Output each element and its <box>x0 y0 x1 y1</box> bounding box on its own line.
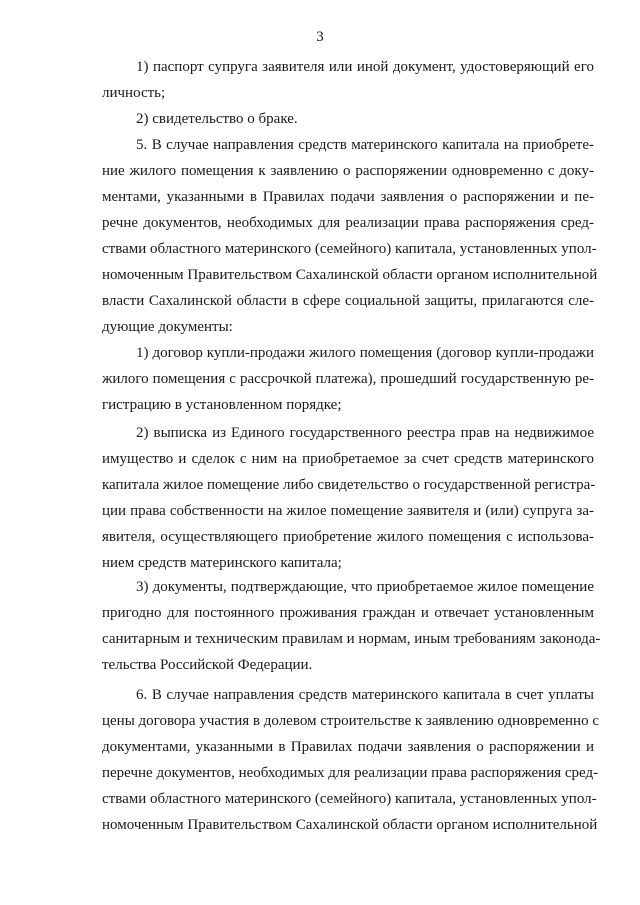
page-number: 3 <box>316 29 324 45</box>
text-line: 5. В случае направления средств материнского капитала на приобрете- <box>136 137 594 153</box>
text-line: номоченным Правительством Сахалинской области органом исполнительной <box>102 817 598 833</box>
text-line: капитала жилое помещение либо свидетельство о государственной регистра- <box>102 477 596 493</box>
text-line: санитарным и техническим правилам и нормам, иным требованиям законода- <box>102 631 601 647</box>
text-line: номоченным Правительством Сахалинской области органом исполнительной <box>102 267 598 283</box>
text-line: 2) свидетельство о браке. <box>136 111 298 127</box>
text-line: личность; <box>102 85 166 101</box>
text-line: ние жилого помещения к заявлению о распоряжении одновременно с доку- <box>102 163 594 179</box>
text-line: нием средств материнского капитала; <box>102 555 342 571</box>
text-line: 1) паспорт супруга заявителя или иной документ, удостоверяющий его <box>136 59 594 75</box>
text-line: власти Сахалинской области в сфере социальной защиты, прилагаются сле- <box>102 293 594 309</box>
text-line: 2) выписка из Единого государственного реестра прав на недвижимое <box>136 425 594 441</box>
text-line: 6. В случае направления средств материнского капитала в счет уплаты <box>136 687 594 703</box>
text-line: ции права собственности на жилое помещение заявителя и (или) супруга за- <box>102 503 594 519</box>
text-line: ствами областного материнского (семейного) капитала, установленных упол- <box>102 791 597 807</box>
text-line: гистрацию в установленном порядке; <box>102 397 342 413</box>
text-line: жилого помещения с рассрочкой платежа), прошедший государственную ре- <box>102 371 594 387</box>
text-line: речне документов, необходимых для реализации права распоряжения сред- <box>102 215 594 231</box>
text-line: имущество и сделок с ним на приобретаемое за счет средств материнского <box>102 451 594 467</box>
text-line: перечне документов, необходимых для реализации права распоряжения сред- <box>102 765 599 781</box>
text-line: явителя, осуществляющего приобретение жилого помещения с использова- <box>102 529 594 545</box>
text-line: тельства Российской Федерации. <box>102 657 313 673</box>
text-line: ствами областного материнского (семейного) капитала, установленных упол- <box>102 241 597 257</box>
text-line: дующие документы: <box>102 319 233 335</box>
text-line: цены договора участия в долевом строительстве к заявлению одновременно с <box>102 713 599 729</box>
text-line: ментами, указанными в Правилах подачи заявления о распоряжении и пе- <box>102 189 594 205</box>
text-line: 3) документы, подтверждающие, что приобретаемое жилое помещение <box>136 579 594 595</box>
text-line: пригодно для постоянного проживания граждан и отвечает установленным <box>102 605 594 621</box>
text-line: документами, указанными в Правилах подачи заявления о распоряжении и <box>102 739 594 755</box>
text-line: 1) договор купли-продажи жилого помещения (договор купли-продажи <box>136 345 594 361</box>
